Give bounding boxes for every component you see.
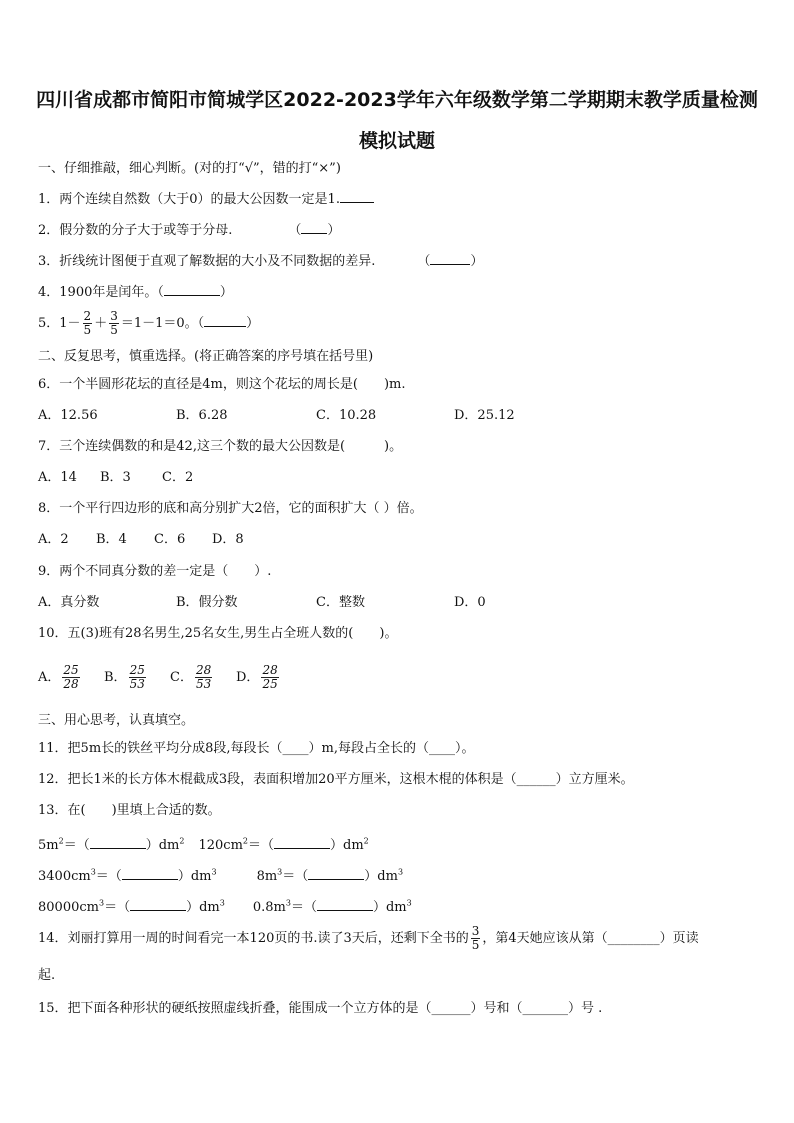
question-3: 3．折线统计图便于直观了解数据的大小及不同数据的差异. （ ）: [38, 250, 483, 271]
exam-title-line2: 模拟试题: [358, 130, 435, 152]
question-15: 15．把下面各种形状的硬纸按照虚线折叠，能围成一个立方体的是（______）号和（_______）号 .: [38, 1001, 603, 1016]
question-5-end: ）: [246, 316, 260, 331]
option-fraction: [62, 664, 79, 691]
fraction-denominator: 5: [471, 938, 480, 952]
conversion-item: $5m^2=$（ ）$dm^2$: [38, 838, 184, 853]
answer-blank[interactable]: [301, 219, 327, 234]
fraction-denominator: 53: [195, 677, 212, 691]
fraction-3-5: [109, 310, 119, 337]
answer-blank[interactable]: [164, 281, 220, 296]
question-1: [38, 188, 374, 209]
fraction-denominator: 53: [129, 677, 145, 691]
option-label: B．: [104, 670, 127, 685]
plus-sign: ＋: [94, 316, 108, 331]
option-d[interactable]: D．8: [212, 532, 244, 547]
question-14-line2: 起.: [38, 968, 56, 983]
question-13: 13．在( )里填上合适的数。: [38, 803, 221, 818]
fraction-numerator: 3: [110, 309, 118, 323]
option-c[interactable]: C．2: [162, 470, 194, 485]
conversion-item: $80000cm^3=$（ ）$dm^3$: [38, 900, 225, 915]
section-3-heading: 三、用心思考，认真填空。: [38, 713, 195, 728]
question-2: 2．假分数的分子大于或等于分母. （ ）: [38, 219, 340, 240]
unit-conversion-row-3: [38, 895, 412, 917]
question-3-text: 3．折线统计图便于直观了解数据的大小及不同数据的差异.: [38, 254, 376, 269]
question-9: 9．两个不同真分数的差一定是（ ）.: [38, 564, 272, 579]
answer-blank[interactable]: [122, 865, 178, 880]
conversion-item: $120cm^2=$（ ）$dm^2$: [198, 838, 368, 853]
option-d[interactable]: D．25.12: [454, 408, 515, 423]
fraction-numerator: 3: [471, 924, 480, 938]
fraction-numerator: 2: [83, 309, 92, 323]
question-14-rest: ，第4天她应该从第（________）页读: [482, 931, 699, 946]
option-label: D．: [236, 670, 260, 685]
option-a[interactable]: A．12.56: [38, 408, 98, 423]
option-c[interactable]: C．6: [154, 532, 186, 547]
option-b[interactable]: B．假分数: [176, 595, 238, 610]
option-b[interactable]: B．6.28: [176, 408, 228, 423]
option-b[interactable]: [104, 660, 148, 696]
answer-blank[interactable]: [308, 865, 364, 880]
option-fraction: [129, 664, 146, 691]
option-label: C．: [170, 670, 193, 685]
option-a[interactable]: [38, 660, 82, 696]
answer-blank[interactable]: [90, 834, 146, 849]
exam-title-line1: 四川省成都市简阳市简城学区2022-2023学年六年级数学第二学期期末教学质量检测: [36, 89, 758, 111]
option-c[interactable]: [170, 660, 214, 696]
option-d[interactable]: D．0: [454, 595, 486, 610]
conversion-item: $3400cm^3=$（ ）$dm^3$: [38, 869, 217, 884]
fraction-denominator: 5: [83, 323, 92, 337]
option-fraction: [261, 664, 278, 691]
section-1-heading: 一、仔细推敲，细心判断。(对的打“√”，错的打“×”): [38, 161, 341, 176]
fraction-numerator: 28: [195, 663, 212, 677]
fraction-numerator: 28: [262, 663, 278, 677]
fraction-denominator: 25: [262, 677, 278, 691]
fraction-denominator: 5: [110, 323, 118, 337]
question-14: [38, 924, 699, 954]
question-2-text: 2．假分数的分子大于或等于分母.: [38, 223, 233, 238]
answer-blank[interactable]: [204, 312, 246, 327]
fraction-numerator: 25: [63, 663, 79, 677]
option-b[interactable]: B．4: [96, 532, 127, 547]
question-4-text: 4．1900年是闰年。（: [38, 285, 164, 300]
question-5-prefix: 5．1－: [38, 316, 81, 331]
conversion-item: $8m^3=$（ ）$dm^3$: [257, 869, 403, 884]
question-4-end: ）: [219, 285, 233, 300]
answer-blank[interactable]: [317, 896, 373, 911]
option-c[interactable]: C．10.28: [316, 408, 377, 423]
option-c[interactable]: C．整数: [316, 595, 365, 610]
option-label: A．: [38, 670, 61, 685]
fraction-denominator: 28: [63, 677, 79, 691]
answer-blank[interactable]: [274, 834, 330, 849]
option-a[interactable]: A．真分数: [38, 595, 100, 610]
option-a[interactable]: A．14: [38, 470, 77, 485]
question-5: [38, 309, 259, 339]
question-12: 12．把长1米的长方体木棍截成3段，表面积增加20平方厘米，这根木棍的体积是（______）立方厘米。: [38, 772, 634, 787]
question-4: [38, 281, 233, 302]
question-14-text: 14．刘丽打算用一周的时间看完一本120页的书.读了3天后，还剩下全书的: [38, 931, 469, 946]
answer-blank[interactable]: [340, 188, 374, 203]
question-1-text: 1．两个连续自然数（大于0）的最大公因数一定是1.: [38, 192, 340, 207]
question-10: 10．五(3)班有28名男生,25名女生,男生占全班人数的( )。: [38, 626, 398, 641]
fraction-2-5: [83, 310, 93, 337]
question-5-suffix: ＝1－1＝0。（: [120, 316, 205, 331]
fraction-3-5: [471, 925, 481, 952]
unit-conversion-row-2: [38, 864, 403, 886]
option-d[interactable]: [236, 660, 281, 696]
question-7: 7．三个连续偶数的和是42,这三个数的最大公因数是( )。: [38, 439, 403, 454]
conversion-item: $0.8m^3=$（ ）$dm^3$: [253, 900, 412, 915]
answer-blank[interactable]: [430, 250, 470, 265]
option-b[interactable]: B．3: [100, 470, 131, 485]
answer-blank[interactable]: [130, 896, 186, 911]
option-fraction: [195, 664, 212, 691]
section-2-heading: 二、反复思考，慎重选择。(将正确答案的序号填在括号里): [38, 349, 374, 364]
question-11: 11．把5m长的铁丝平均分成8段,每段长（____）m,每段占全长的（____）。: [38, 741, 475, 756]
option-a[interactable]: A．2: [38, 532, 69, 547]
fraction-numerator: 25: [129, 663, 145, 677]
unit-conversion-row-1: [38, 833, 369, 855]
question-6: 6．一个半圆形花坛的直径是4m，则这个花坛的周长是( )m.: [38, 377, 406, 392]
question-8: 8．一个平行四边形的底和高分别扩大2倍，它的面积扩大（ ）倍。: [38, 501, 423, 516]
